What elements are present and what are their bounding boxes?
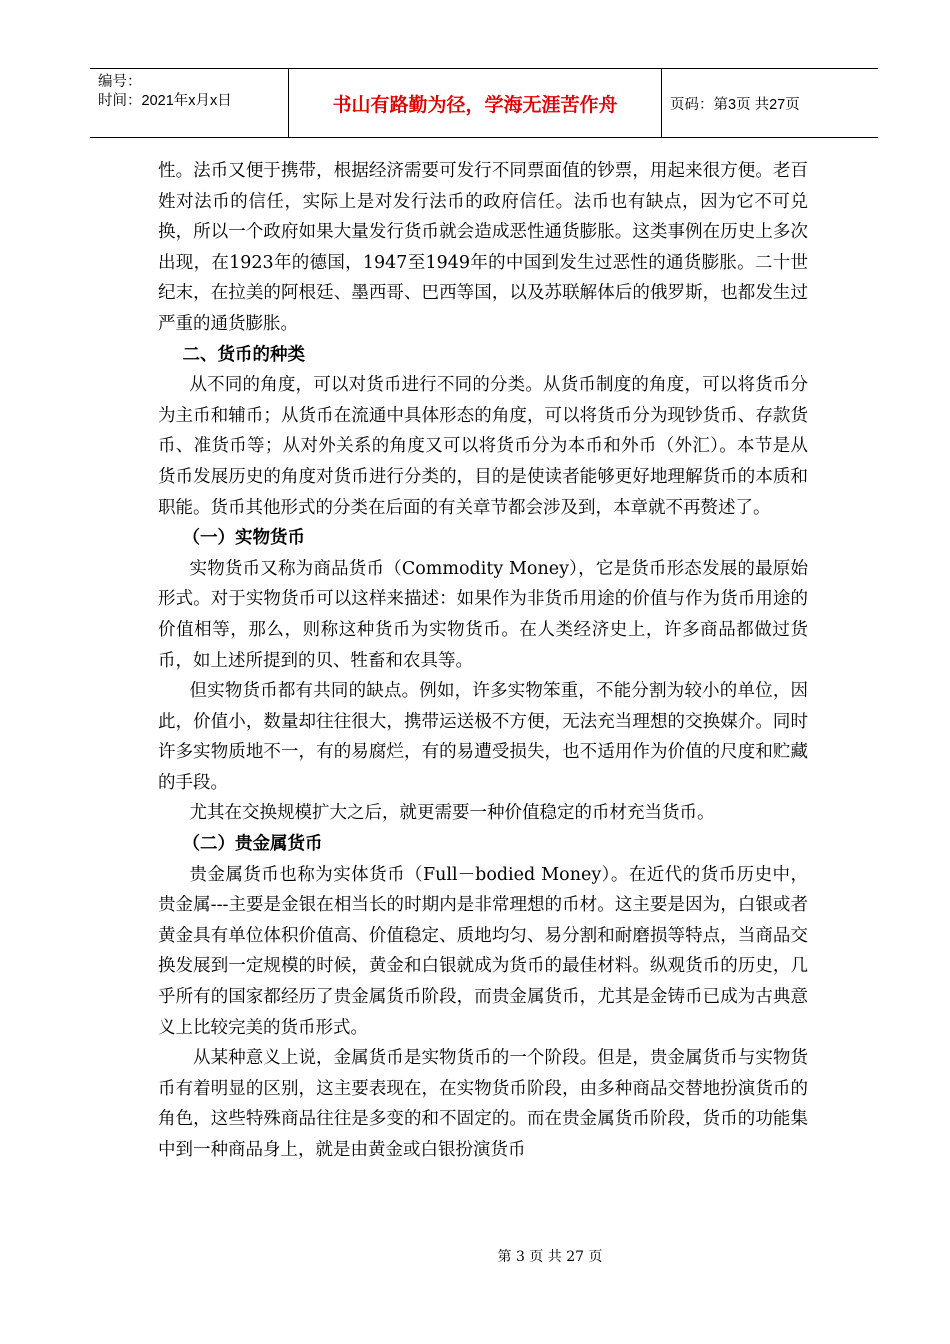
subsection-heading: （二）贵金属货币: [182, 834, 323, 855]
paragraph: 实物货币又称为商品货币（Commodity Money），它是货币形态发展的最原始形式。对于实物货币可以这样来描述：如果作为非货币用途的价值与作为货币用途的价值相等，那么，则称这种货币为实物货币。在人类经济史上，许多商品都做过货币，如上述所提到的贝、牲畜和农具等。: [158, 558, 808, 671]
header-page-number: 页码：第3页 共27页: [670, 96, 800, 113]
header-motto: 书山有路勤为径，学海无涯苦作舟: [288, 69, 662, 137]
paragraph: 从某种意义上说，金属货币是实物货币的一个阶段。但是，贵金属货币与实物货币有着明显的区别，这主要表现在，在实物货币阶段，由多种商品交替地扮演货币的角色，这些特殊商品往往是多变的和不固定的。而在贵金属货币阶段，货币的功能集中到一种商品身上，就是由黄金或白银扮演货币: [158, 1048, 808, 1160]
document-number: 编号：: [98, 74, 142, 90]
paragraph: 尤其在交换规模扩大之后，就更需要一种价值稳定的币材充当货币。: [189, 803, 715, 824]
paragraph: 从不同的角度，可以对货币进行不同的分类。从货币制度的角度，可以将货币分为主币和辅币；从货币在流通中具体形态的角度，可以将货币分为现钞货币、存款货币、准货币等；从对外关系的角度又可以将货币分为本币和外币（外汇）。本节是从货币发展历史的角度对货币进行分类的，目的是使读者能够更好地理解货币的本质和职能。货币其他形式的分类在后面的有关章节都会涉及到，本章就不再赘述了。: [158, 375, 808, 518]
subsection-heading: （一）实物货币: [182, 528, 305, 549]
paragraph: 性。法币又便于携带，根据经济需要可发行不同票面值的钞票，用起来很方便。老百姓对法币的信任，实际上是对发行法币的政府信任。法币也有缺点，因为它不可兑换，所以一个政府如果大量发行货币就会造成恶性通货膨胀。这类事例在历史上多次出现，在1923年的德国，1947至1949年的中国到发生过恶性的通货膨胀。二十世纪末，在拉美的阿根廷、墨西哥、巴西等国，以及苏联解体后的俄罗斯，也都发生过严重的通货膨胀。: [158, 161, 808, 334]
page-footer: 第 3 页 共 27 页: [497, 1249, 603, 1265]
section-heading: 二、货币的种类: [182, 344, 305, 365]
page-header: [90, 68, 878, 138]
paragraph: 但实物货币都有共同的缺点。例如，许多实物笨重，不能分割为较小的单位，因此，价值小，数量却往往很大，携带运送极不方便，无法充当理想的交换媒介。同时许多实物质地不一，有的易腐烂，有的易遭受损失，也不适用作为价值的尺度和贮藏的手段。: [158, 681, 808, 793]
document-body: [158, 156, 808, 1166]
paragraph: 贵金属货币也称为实体货币（Full－bodied Money）。在近代的货币历史中，贵金属---主要是金银在相当长的时期内是非常理想的币材。这主要是因为，白银或者黄金具有单位体积价值高、价值稳定、质地均匀、易分割和耐磨损等特点，当商品交换发展到一定规模的时候，黄金和白银就成为货币的最佳材料。纵观货币的历史，几乎所有的国家都经历了贵金属货币阶段，而贵金属货币，尤其是金铸币已成为古典意义上比较完美的货币形式。: [158, 864, 808, 1038]
document-time: 时间：2021年x月x日: [98, 93, 232, 109]
header-meta: [90, 69, 288, 137]
